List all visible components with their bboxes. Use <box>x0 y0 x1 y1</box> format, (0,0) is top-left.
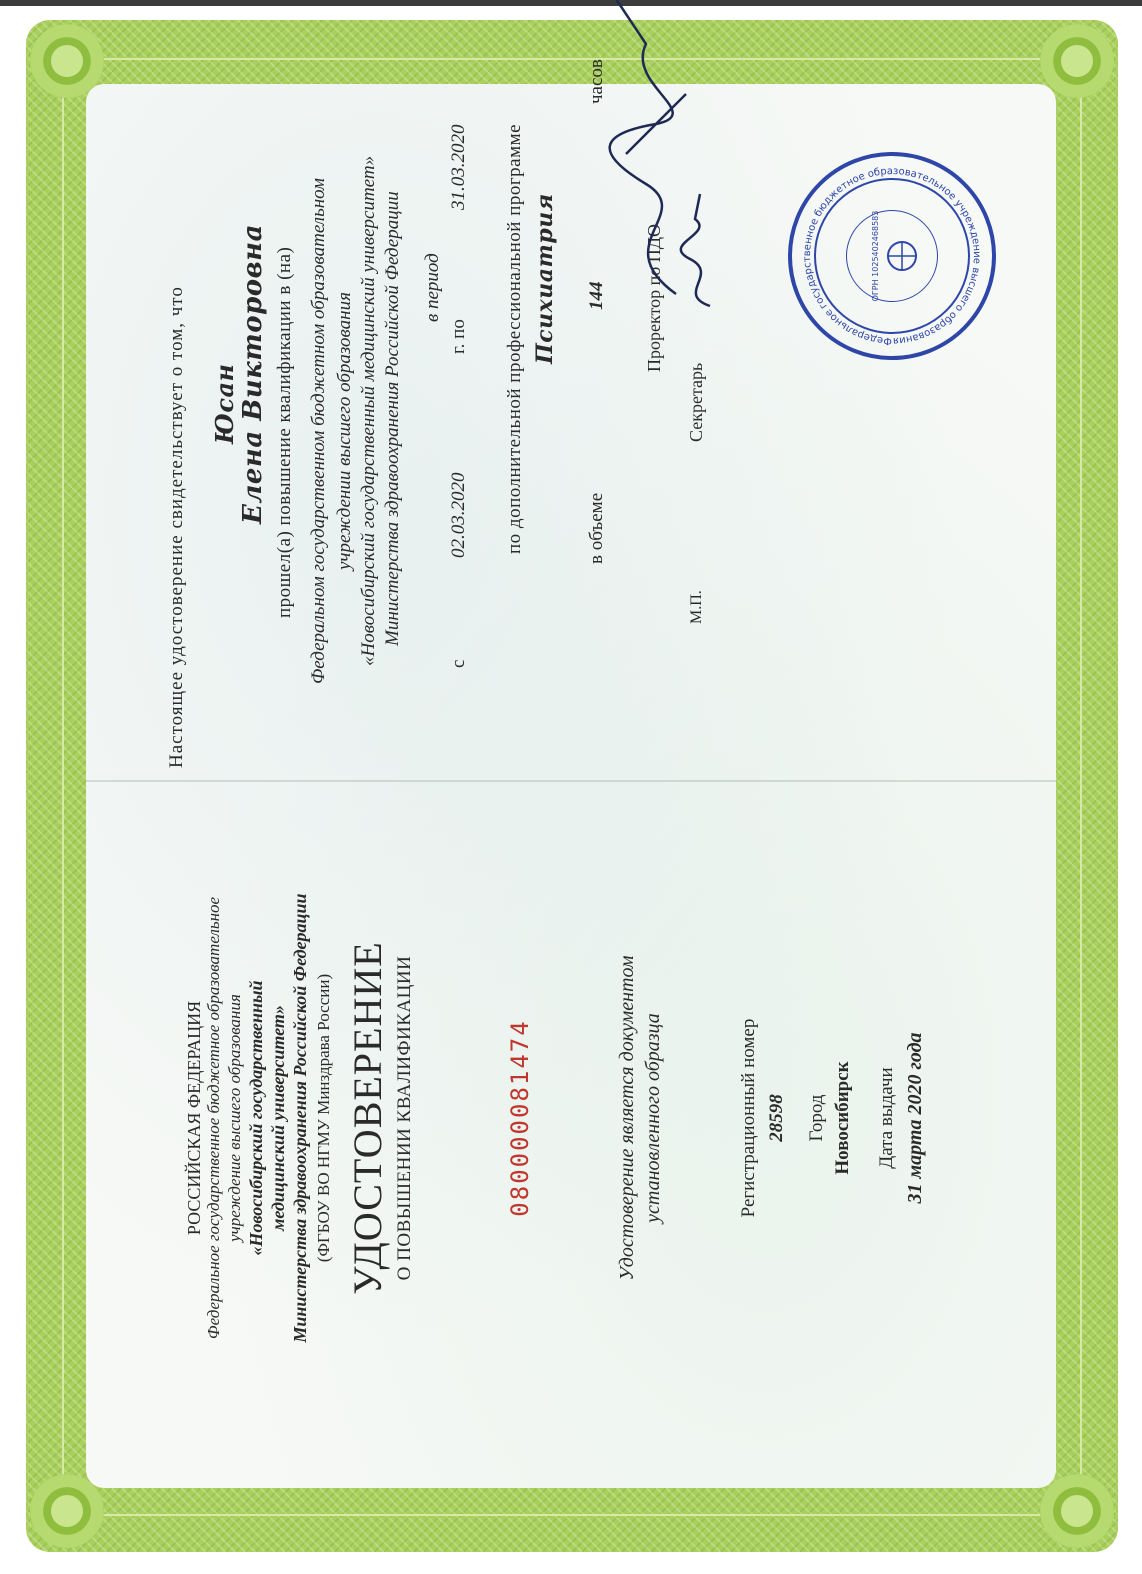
body-half <box>86 59 1056 784</box>
city-label: Город <box>806 1094 827 1142</box>
org-line-1: Федеральное государственное бюджетное образовательное <box>204 896 223 1340</box>
seal-ogrn: ОГРН 1025402468583 <box>871 210 880 302</box>
country-heading: РОССИЙСКАЯ ФЕДЕРАЦИЯ <box>184 1000 204 1236</box>
institution-line-3: «Новосибирский государственный медицинский университет» <box>358 155 379 666</box>
reg-number-value: 28598 <box>766 1094 787 1142</box>
mp-label: М.П. <box>688 590 705 624</box>
issue-date-label: Дата выдачи <box>876 1067 897 1169</box>
from-date: 02.03.2020 <box>448 472 469 558</box>
prorector-label: Проректор по ПДО <box>644 223 664 372</box>
institution-line-1: Федеральном государственном бюджетном образовательном <box>308 177 329 684</box>
intro-text: Настоящее удостоверение свидетельствует о том, что <box>166 286 187 768</box>
surname: Юсан <box>210 363 239 444</box>
org-line-6: (ФГБОУ ВО НГМУ Минздрава России) <box>314 973 333 1263</box>
program-label: по дополнительной профессиональной программе <box>504 123 525 554</box>
program-name: Психиатрия <box>532 193 558 364</box>
period-label: в период <box>422 253 443 322</box>
city-value: Новосибирск <box>832 1061 853 1175</box>
hours-label: часов <box>586 59 607 104</box>
org-line-5: Министерства здравоохранения Российской Федерации <box>290 893 310 1343</box>
volume-label: в объеме <box>586 492 607 564</box>
org-line-4: медицинский университет» <box>268 1005 288 1231</box>
org-line-2: учреждение высшего образования <box>225 994 244 1242</box>
to-label: г. по <box>448 319 469 354</box>
note-line-2: установленного образца <box>642 1013 664 1223</box>
to-date: 31.03.2020 <box>448 124 469 210</box>
secretary-signature <box>670 184 730 314</box>
note-line-1: Удостоверение является документом <box>616 955 638 1281</box>
certificate-content <box>86 59 1056 1488</box>
secretary-label: Секретарь <box>686 362 706 442</box>
full-name: Елена Викторовна <box>238 224 268 524</box>
institution-line-2: учреждении высшего образования <box>334 292 355 570</box>
cover-half <box>86 788 1056 1448</box>
serial-number: 080000081474 <box>506 1019 534 1217</box>
top-border <box>0 0 1142 6</box>
seal-ring-text: Федеральное государственное бюджетное образовательное учреждение высшего образования <box>801 165 983 347</box>
from-label: с <box>448 659 469 668</box>
official-seal <box>788 152 996 360</box>
certificate-title: УДОСТОВЕРЕНИЕ <box>345 941 390 1295</box>
institution-line-4: Министерства здравоохранения Российской Федерации <box>382 191 403 646</box>
reg-number-label: Регистрационный номер <box>738 1018 759 1218</box>
issue-date-value: 31 марта 2020 года <box>904 1032 926 1204</box>
certificate-subtitle: О ПОВЫШЕНИИ КВАЛИФИКАЦИИ <box>394 955 415 1281</box>
passed-text: прошел(а) повышение квалификации в (на) <box>274 246 295 618</box>
org-line-3: «Новосибирский государственный <box>246 980 266 1256</box>
volume-value: 144 <box>586 281 607 310</box>
